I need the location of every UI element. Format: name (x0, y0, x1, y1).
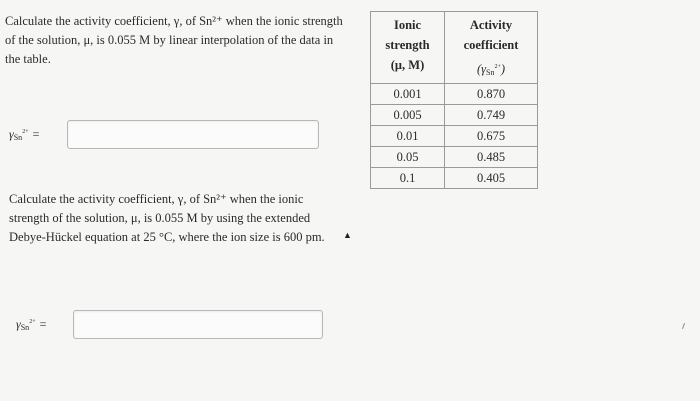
mouse-cursor-icon: ▲ (343, 230, 352, 240)
gamma-superscript: 2+ (29, 319, 36, 325)
table-row (371, 147, 538, 168)
header-activity-coefficient (445, 12, 538, 84)
table-row (371, 168, 538, 189)
header-activity-line1: Activity (469, 18, 513, 32)
gamma-subscript: Sn (20, 323, 30, 332)
gamma-label-1 (9, 127, 67, 142)
header-ionic-strength (371, 12, 445, 84)
question-2-text: Calculate the activity coefficient, γ, of Sn²⁺ when the ionic strength of the solution, μ, is 0.055 M by using the extended Debye-Hückel equation at 25 °C, where the ion size is 600 pm. (9, 192, 325, 244)
table-row (371, 84, 538, 105)
header-ionic-line2: strength (385, 38, 430, 52)
ionic-strength-cell: 0.05 (371, 147, 445, 168)
gamma-superscript: 2+ (22, 129, 29, 135)
header-gamma-sub: Sn (486, 68, 495, 77)
gamma-label-2 (16, 317, 73, 332)
header-ionic-line1: Ionic (393, 18, 422, 32)
header-activity-line2: coefficient (463, 38, 519, 52)
header-gamma-open: (γ (476, 62, 487, 76)
activity-coefficient-cell: 0.870 (445, 84, 538, 105)
header-activity-gamma (445, 57, 537, 83)
activity-coefficient-cell: 0.485 (445, 147, 538, 168)
answer-input-interpolation[interactable] (67, 120, 319, 149)
table-row (371, 105, 538, 126)
header-ionic-line3: (μ, M) (390, 58, 425, 72)
ionic-strength-cell: 0.01 (371, 126, 445, 147)
gamma-symbol: γ (9, 127, 14, 141)
question-1-text: Calculate the activity coefficient, γ, of Sn²⁺ when the ionic strength of the solution, μ, is 0.055 M by linear interpolation of the data in the table. (5, 14, 343, 66)
activity-coefficient-cell: 0.675 (445, 126, 538, 147)
equals-sign: = (32, 127, 40, 141)
ionic-strength-cell: 0.1 (371, 168, 445, 189)
activity-coefficient-cell: 0.405 (445, 168, 538, 189)
activity-coefficient-cell: 0.749 (445, 105, 538, 126)
gamma-subscript: Sn (13, 133, 23, 142)
answer-input-debye-huckel[interactable] (73, 310, 323, 339)
gamma-symbol: γ (16, 317, 21, 331)
table-row (371, 126, 538, 147)
stray-mark (682, 323, 685, 329)
activity-coefficient-table (370, 11, 538, 189)
ionic-strength-cell: 0.001 (371, 84, 445, 105)
ionic-strength-cell: 0.005 (371, 105, 445, 126)
header-gamma-sup: 2+ (494, 64, 501, 70)
answer-1-row (9, 120, 319, 149)
equals-sign: = (39, 317, 47, 331)
header-gamma-close: ) (500, 62, 506, 76)
answer-2-row (16, 310, 323, 339)
